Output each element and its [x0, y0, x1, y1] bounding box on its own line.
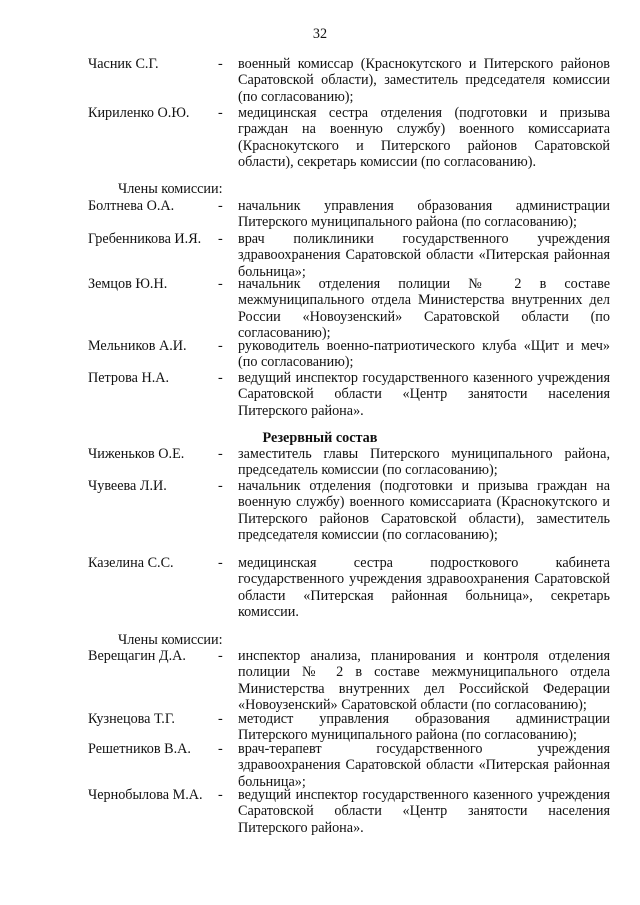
- entry-dash: -: [218, 787, 223, 803]
- commission-entry: [88, 56, 610, 105]
- entry-dash: -: [218, 105, 223, 121]
- member-name: Казелина С.С.: [88, 555, 174, 571]
- reserve-entry: [88, 446, 610, 479]
- member-role: военный комиссар (Краснокутского и Питерского районов Саратовской области), заместитель председателя комиссии (по согласованию);: [238, 56, 610, 105]
- member-name: Земцов Ю.Н.: [88, 276, 168, 292]
- member-name: Гребенникова И.Я.: [88, 231, 202, 247]
- entry-dash: -: [218, 478, 223, 494]
- reserve-member-entry: [88, 711, 610, 744]
- reserve-members-heading: Члены комиссии:: [118, 632, 223, 648]
- member-role: медицинская сестра отделения (подготовки и призыва граждан на военную службу) военного комиссариата (Краснокутского и Питерского районов Саратовской области), секретарь комиссии (по согласованию).: [238, 105, 610, 171]
- member-role: начальник отделения (подготовки и призыва граждан на военную службу) военного комиссариата (Краснокутского и Питерского районов Саратовской области), заместитель председателя комиссии (по согласованию);: [238, 478, 610, 544]
- member-role: начальник отделения полиции № 2 в составе межмуниципального отдела Министерства внутренних дел России «Новоузенский» Саратовской области (по согласованию);: [238, 276, 610, 342]
- member-role: инспектор анализа, планирования и контроля отделения полиции № 2 в составе межмуниципального отдела Министерства внутренних дел Российской Федерации «Новоузенский» Саратовской области (по согласованию);: [238, 648, 610, 714]
- member-name: Чиженьков О.Е.: [88, 446, 185, 462]
- member-role: медицинская сестра подросткового кабинета государственного учреждения здравоохранения Саратовской области «Питерская районная больница», секретарь комиссии.: [238, 555, 610, 621]
- member-entry: [88, 198, 610, 231]
- member-role: руководитель военно-патриотического клуба «Щит и меч» (по согласованию);: [238, 338, 610, 371]
- reserve-member-entry: [88, 741, 610, 790]
- page-number: 32: [312, 26, 328, 42]
- member-role: заместитель главы Питерского муниципального района, председатель комиссии (по согласованию);: [238, 446, 610, 479]
- member-name: Верещагин Д.А.: [88, 648, 186, 664]
- member-name: Мельников А.И.: [88, 338, 187, 354]
- member-name: Петрова Н.А.: [88, 370, 170, 386]
- member-entry: [88, 370, 610, 419]
- member-entry: [88, 276, 610, 342]
- entry-dash: -: [218, 555, 223, 571]
- reserve-heading: Резервный состав: [262, 430, 378, 446]
- entry-dash: -: [218, 231, 223, 247]
- member-role: ведущий инспектор государственного казенного учреждения Саратовской области «Центр занятости населения Питерского района».: [238, 787, 610, 836]
- member-role: ведущий инспектор государственного казенного учреждения Саратовской области «Центр занятости населения Питерского района».: [238, 370, 610, 419]
- entry-dash: -: [218, 370, 223, 386]
- member-role: методист управления образования администрации Питерского муниципального района (по согласованию);: [238, 711, 610, 744]
- entry-dash: -: [218, 56, 223, 72]
- reserve-entry: [88, 478, 610, 544]
- entry-dash: -: [218, 198, 223, 214]
- commission-entry: [88, 105, 610, 171]
- entry-dash: -: [218, 711, 223, 727]
- reserve-entry: [88, 555, 610, 621]
- member-name: Кузнецова Т.Г.: [88, 711, 175, 727]
- reserve-member-entry: [88, 787, 610, 836]
- member-role: врач поликлиники государственного учреждения здравоохранения Саратовской области «Питерская районная больница»;: [238, 231, 610, 280]
- entry-dash: -: [218, 741, 223, 757]
- member-role: врач-терапевт государственного учреждения здравоохранения Саратовской области «Питерская районная больница»;: [238, 741, 610, 790]
- member-name: Часник С.Г.: [88, 56, 159, 72]
- member-entry: [88, 231, 610, 280]
- member-role: начальник управления образования администрации Питерского муниципального района (по согласованию);: [238, 198, 610, 231]
- member-name: Кириленко О.Ю.: [88, 105, 190, 121]
- member-name: Чернобылова М.А.: [88, 787, 203, 803]
- members-heading: Члены комиссии:: [118, 181, 223, 197]
- member-name: Болтнева О.А.: [88, 198, 175, 214]
- member-name: Чувеева Л.И.: [88, 478, 167, 494]
- entry-dash: -: [218, 648, 223, 664]
- reserve-member-entry: [88, 648, 610, 714]
- member-name: Решетников В.А.: [88, 741, 191, 757]
- entry-dash: -: [218, 446, 223, 462]
- member-entry: [88, 338, 610, 371]
- entry-dash: -: [218, 338, 223, 354]
- entry-dash: -: [218, 276, 223, 292]
